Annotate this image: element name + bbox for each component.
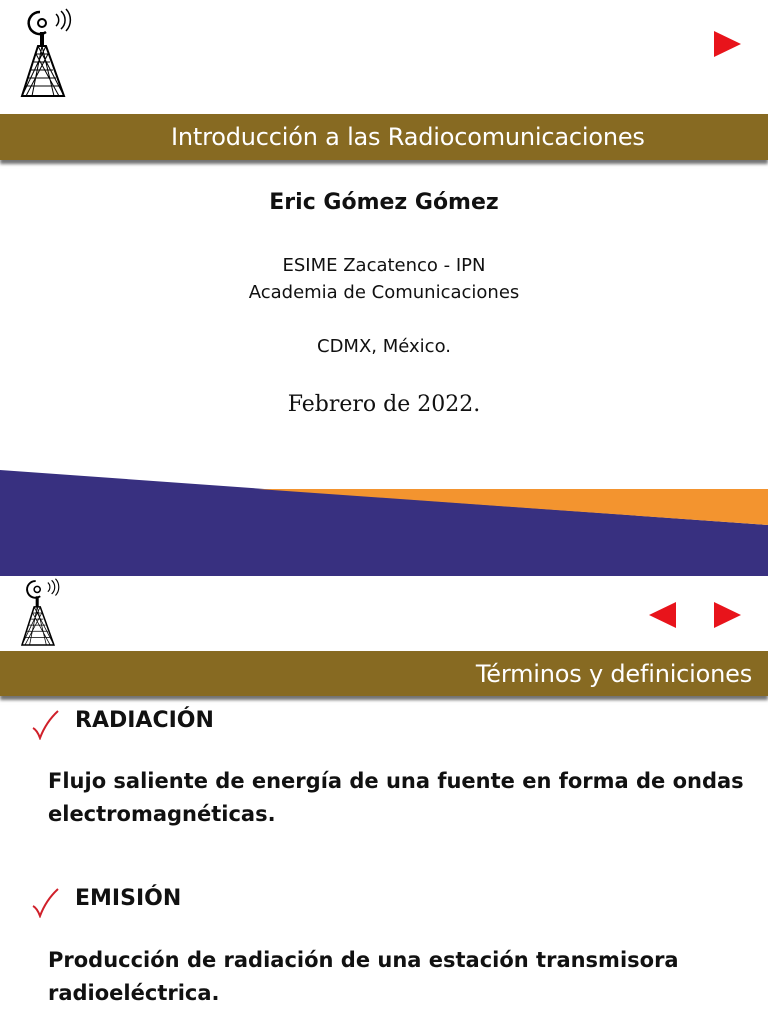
slide-title: Términos y definiciones [475, 660, 752, 688]
radio-tower-icon [18, 8, 76, 100]
location: CDMX, México. [317, 336, 451, 357]
presentation-date: Febrero de 2022. [287, 392, 481, 417]
department: Academia de Comunicaciones [248, 282, 520, 303]
definitions-slide [0, 576, 768, 1024]
next-arrow-icon[interactable] [714, 602, 742, 628]
term-heading: RADIACIÓN [75, 708, 214, 733]
term-heading: EMISIÓN [75, 886, 182, 911]
author-name: Eric Gómez Gómez [269, 190, 499, 215]
term-definition: Producción de radiación de una estación transmisora radioeléctrica. [48, 948, 679, 1005]
slide-title-bar [0, 114, 768, 160]
decorative-band [0, 470, 768, 576]
term-definition: Flujo saliente de energía de una fuente en forma de ondas electromagnéticas. [48, 769, 744, 826]
institution: ESIME Zacatenco - IPN [282, 255, 486, 276]
checkmark-icon [30, 710, 60, 740]
prev-arrow-icon[interactable] [649, 602, 677, 628]
radio-tower-icon [18, 578, 64, 648]
slide-title-bar [0, 651, 768, 696]
slide-title: Introducción a las Radiocomunicaciones [171, 123, 645, 151]
checkmark-icon [30, 888, 60, 918]
next-arrow-icon[interactable] [714, 31, 742, 57]
